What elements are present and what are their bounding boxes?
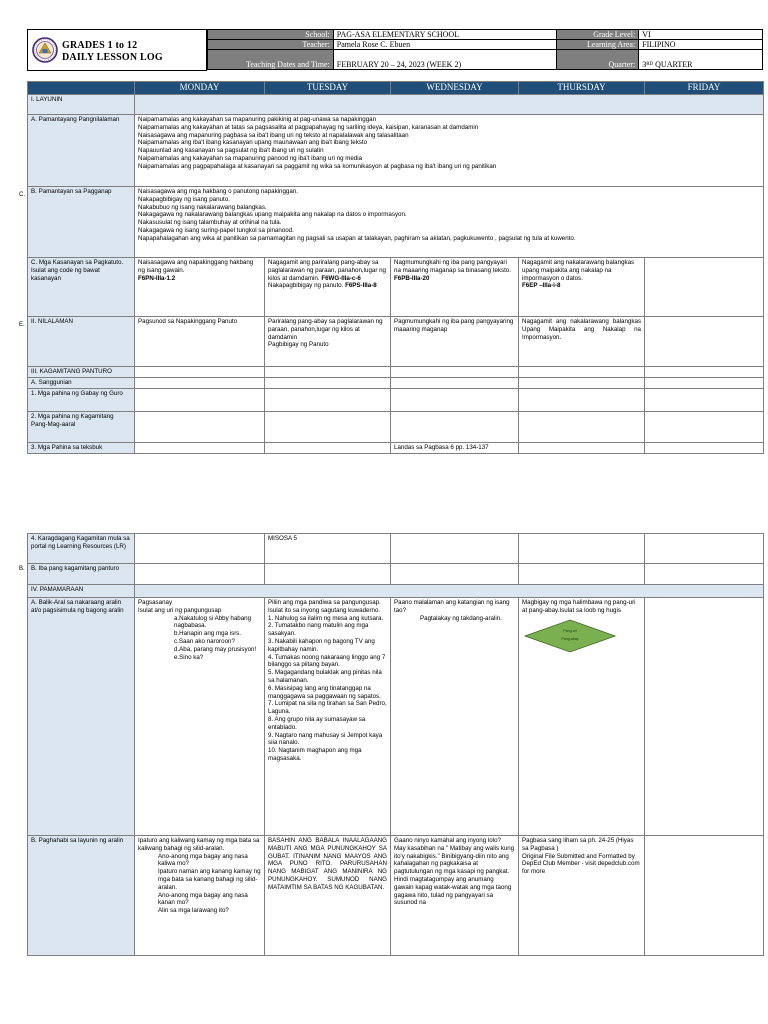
content-line: Naipamamalas ang kakayahan at tatas sa pagsasalita at pagpapahayag ng sariling ideya, kaisipan, karanasan at damdamin xyxy=(138,123,479,131)
nilalaman-wednesday: Pagmumungkahi ng iba pang pangyayaring maaaring maganap xyxy=(391,317,519,367)
learning-area-value: FILIPINO xyxy=(639,40,763,50)
content-line: Nakasusulat ng isang talambuhay at orihinal na tula. xyxy=(138,219,282,227)
nilalaman-line: Pariralang pang-abay sa paglalarawan ng xyxy=(268,318,383,325)
pamantayan-sa-pagganap-label: B. Pamantayan sa Pagganap xyxy=(28,187,135,258)
lr-portal-row xyxy=(28,534,764,564)
dll-table-page-1 xyxy=(27,81,764,454)
kasanayan-friday xyxy=(645,258,764,317)
diamond-label-bottom: Pang-abay xyxy=(561,636,579,641)
activity-line: Ano-anong mga bagay ang nasa kanan mo? xyxy=(158,891,248,907)
teksbuk-wednesday: Landas sa Pagbasa 6 pp. 134-137 xyxy=(391,443,519,454)
activity-line: Gaano ninyo kamahal ang inyong lolo? xyxy=(394,837,501,844)
teaching-dates-value: FEBRUARY 20 – 24, 2023 (WEEK 2) xyxy=(333,50,557,70)
competency-code: F6PB-IIIa-20 xyxy=(394,274,430,282)
competency-code: F6PS-IIIa-8 xyxy=(345,282,377,290)
activity-line: May kasabihan na " Matibay ang walis kung ito'y nakabigkis." Binibigyang-diin nito ang kahalagahan ng pagkakaisa at pagtutulungan ng mga kasapi ng pangkat. Hindi magtatagumpay ang anumang gawain kapag watak-watak ang mga taong gagawa nito, tulad ng pangyayari sa susunod na xyxy=(394,844,515,907)
nilalaman-line: paraan, panahon,lugar ng kilos at damdamin xyxy=(268,325,360,341)
content-line: Naipamamalas ang kakayahan sa mapanuring panood ng iba't ibang uri ng media xyxy=(138,154,363,162)
learning-area-label: Learning Area: xyxy=(557,40,639,50)
content-line: Napauunlad ang kasanayan sa pagsulat ng iba't ibang uri ng sulatin xyxy=(138,147,324,155)
exercise-item: 2. Tumatakbo nang matulin ang mga sasakyan. xyxy=(268,622,369,638)
day-monday: MONDAY xyxy=(135,82,265,95)
title-line-2: DAILY LESSON LOG xyxy=(62,52,163,63)
exercise-item: 8. Ang grupo nila ay sumasayaw sa entablado. xyxy=(268,715,366,731)
kasanayan-text: Nakapagbibigay ng panuto. xyxy=(268,282,344,290)
kasanayan-row xyxy=(28,258,764,317)
content-line: Nakabubuo ng isang nakalarawang balangkas. xyxy=(138,203,267,211)
grade-level-value: VI xyxy=(639,30,763,40)
teacher-label: Teacher: xyxy=(208,40,334,50)
row-marker-c: C. xyxy=(19,192,25,198)
activity-line: Ipaturo ang kaliwang kamay ng mga bata sa kaliwang bahagi ng silid-aralan. xyxy=(138,837,260,852)
layunin-heading: I. LAYUNIN xyxy=(28,95,135,115)
kagamitang-mag-aaral-label: 2. Mga pahina ng Kagamitang Pang-Mag-aaral xyxy=(28,412,135,443)
exercise-item: 10. Nagtanim maghapon ang mga magsasaka. xyxy=(268,747,362,762)
motivation-question: Paano malalaman ang katangian ng isang tao? xyxy=(394,599,510,614)
content-line: Napapahalagahan ang wika at panitikan sa pamamagitan ng pagsali sa usapan at talakayan, paghiram sa aklatan, pagkukuwento , pagsulat ng tula at kuwento. xyxy=(138,234,576,242)
pamantayang-pangnilalaman-content xyxy=(135,115,764,187)
paghahabi-wednesday xyxy=(391,836,519,956)
kagamitang-panturo-row xyxy=(28,367,764,378)
balik-aral-monday xyxy=(135,598,265,836)
teacher-value: Pamela Rose C. Ebuen xyxy=(333,40,557,50)
homework-review: Pagtalakay ng takdang-aralin. xyxy=(420,614,502,622)
organizer-instruction: Magbigay ng mga halimbawa ng pang-uri at pang-abay.Isulat sa loob ng hugis xyxy=(522,599,636,614)
balik-aral-friday xyxy=(645,598,764,836)
school-value: PAG-ASA ELEMENTARY SCHOOL xyxy=(333,30,557,40)
day-wednesday: WEDNESDAY xyxy=(391,82,519,95)
sanggunian-row xyxy=(28,378,764,389)
paghahabi-tuesday: BASAHIN ANG BABALA INAALAGAANG MABUTI ANG MGA PUNUNGKAHOY SA GUBAT. ITINANIM NANG MAAYOS ANG MGA PUNO RITO. PARURUSAHAN NANG MABIGAT ANG MANINIRA NG PUNUNGKAHOY. SUMUNOD NANG MATAIMTIM SA BATAS NG KAGUBATAN. xyxy=(265,836,391,956)
exercise-item: 6. Masisipag lang ang tinatanggap na manggagawa sa paggawaan ng sapatos. xyxy=(268,684,381,700)
grade-level-label: Grade Level: xyxy=(557,30,639,40)
lr-portal-tuesday: MISOSA 5 xyxy=(265,534,391,564)
file-credit: Original File Submitted and Formatted by DepEd Club Member - visit depedclub.com for more xyxy=(522,852,640,876)
competency-code: F6PN-IIIa-1.2 xyxy=(138,274,176,282)
pamamaraan-band xyxy=(135,585,764,598)
kagamitang-panturo-label: III. KAGAMITANG PANTURO xyxy=(28,367,135,378)
corner-cell xyxy=(28,82,135,95)
content-line: Nakapagbibigay ng isang panuto. xyxy=(138,195,230,203)
paghahabi-monday xyxy=(135,836,265,956)
paghahabi-row xyxy=(28,836,764,956)
activity-line: Alin sa mga larawang ito? xyxy=(158,907,229,915)
pamantayang-pangnilalaman-label: A. Pamantayang Pangnilalaman xyxy=(28,115,135,187)
balik-aral-thursday xyxy=(519,598,645,836)
content-line: Naipamamalas ang iba't ibang kasanayan upang maunawaan ang iba't ibang teksto xyxy=(138,139,368,147)
nilalaman-label: II. NILALAMAN xyxy=(28,317,135,367)
kasanayan-tuesday xyxy=(265,258,391,317)
kasanayan-monday xyxy=(135,258,265,317)
pamamaraan-heading: IV. PAMAMARAAN xyxy=(28,585,135,598)
dll-header xyxy=(27,29,763,71)
lr-portal-label: 4. Karagdagang Kagamitan mula sa portal ng Learning Resources (LR) xyxy=(28,534,135,564)
deped-seal-icon xyxy=(32,33,58,67)
balik-aral-wednesday xyxy=(391,598,519,836)
row-marker-b: B. xyxy=(19,566,25,572)
nilalaman-monday: Pagsunod sa Napakinggang Panuto xyxy=(135,317,265,367)
pamantayan-sa-pagganap-row xyxy=(28,187,764,258)
quarter-word: QUARTER xyxy=(653,60,693,69)
exercise-item: 3. Nakabili kahapon ng bagong TV ang kapitbahay namin. xyxy=(268,637,375,653)
kasanayan-text: Naisasagawa ang napakinggang hakbang ng isang gawain. xyxy=(138,259,254,274)
paghahabi-friday xyxy=(645,836,764,956)
paghahabi-thursday xyxy=(519,836,645,956)
drill-item: d.Aba, parang may prusisyon! xyxy=(174,645,257,653)
day-header-row xyxy=(28,82,764,95)
quarter-label: Quarter: xyxy=(557,50,639,70)
drill-item: b.Hanapin ang mga isrs. xyxy=(174,630,242,638)
drill-item: e.Sino ka? xyxy=(174,653,204,661)
exercise-item: 9. Nagtaro nang mahusay si Jempot kaya siia nanalo. xyxy=(268,731,383,747)
exercise-item: 5. Magagandang bulaklak ang pinitas nila sa halamanan. xyxy=(268,669,382,684)
balik-aral-label: A. Balik-Aral sa nakaraang aralin at/o pagsisimula ng bagong aralin xyxy=(28,598,135,836)
kasanayan-label: C. Mga Kasanayan sa Pagkatuto. Isulat ang code ng bawat kasanayan xyxy=(28,258,135,317)
balik-aral-row xyxy=(28,598,764,836)
teksbuk-row xyxy=(28,443,764,454)
sanggunian-label: A. Sanggunian xyxy=(28,378,135,389)
content-line: Nakagagawa ng nakalarawang balangkas upang maipakita ang nakalap na datos o impormasyon. xyxy=(138,211,407,219)
content-line: Naipamamalas ang kakayahan sa mapanuring pakikinig at pag-unawa sa napakinggan xyxy=(138,116,377,123)
nilalaman-tuesday xyxy=(265,317,391,367)
row-marker-e: E. xyxy=(19,322,25,328)
nilalaman-line: Pagbibigay ng Panuto xyxy=(268,341,329,349)
gabay-guro-label: 1. Mga pahina ng Gabay ng Guro xyxy=(28,389,135,412)
graphic-organizer-diamond xyxy=(524,619,616,653)
iba-pang-kagamitan-row xyxy=(28,564,764,585)
pamantayang-pangnilalaman-row xyxy=(28,115,764,187)
kagamitang-mag-aaral-row xyxy=(28,412,764,443)
competency-code: F6WG-IIIa-c-6 xyxy=(321,274,361,282)
exercise-item: 4. Tumakas noong nakaraang linggo ang 7 bilanggo sa piitang bayan. xyxy=(268,653,386,669)
nilalaman-thursday: Nagagamit ang nakalarawang balangkas Upang Maipakita ang Nakalap na Impormasyon. xyxy=(519,317,645,367)
content-line: Naisasagawa ang mga hakbang o panutong napakinggan. xyxy=(138,188,298,195)
layunin-row xyxy=(28,95,764,115)
title-line-1: GRADES 1 to 12 xyxy=(62,40,138,51)
drill-title: Pagsasanay xyxy=(138,599,173,606)
nilalaman-row xyxy=(28,317,764,367)
day-thursday: THURSDAY xyxy=(519,82,645,95)
quarter-value xyxy=(639,50,763,70)
teaching-dates-label: Teaching Dates and Time: xyxy=(208,50,334,70)
activity-line: Ipaturo naman ang kanang kamay ng mga bata sa kanang bahagi ng silid-aralan. xyxy=(158,868,261,891)
dll-table-page-2 xyxy=(27,533,764,956)
paghahabi-label: B. Paghahabi sa layunin ng aralin xyxy=(28,836,135,956)
activity-line: Ano-anong mga bagay ang nasa kaliwa mo? xyxy=(158,852,248,868)
quarter-suffix: RD xyxy=(646,62,654,67)
pamantayan-sa-pagganap-content xyxy=(135,187,764,258)
day-friday: FRIDAY xyxy=(645,82,764,95)
kasanayan-text: Nagagamit ang pariralang pang-abay sa paglalarawan ng paraan, panahon,lugar ng kilos at damdamin. xyxy=(268,259,387,282)
content-line: Naisasagawa ang mapanuring pagbasa sa iba't ibang uri ng teksto at napalalawak ang talasalitaan xyxy=(138,131,409,139)
kasanayan-text: Nagagamit ang nakalarawang balangkas upang maipakita ang nakalap na impormasyon o datos. xyxy=(522,259,635,282)
exercise-item: 7. Lumipat na sila ng tirahan sa San Pedro, Laguna. xyxy=(268,700,387,716)
gabay-guro-row xyxy=(28,389,764,412)
content-line: Nakagagawa ng isang suring-papel tungkol sa pinanood. xyxy=(138,226,294,234)
drill-item: a.Nakatulog si Abby habang nagbabasa. xyxy=(174,614,252,630)
iba-pang-kagamitan-label: B. Iba pang kagamitang panturo xyxy=(28,564,135,585)
drill-instruction: Isulat ang uri ng pangungusap xyxy=(138,606,222,614)
header-info-table xyxy=(207,29,763,70)
school-label: School: xyxy=(208,30,334,40)
day-tuesday: TUESDAY xyxy=(265,82,391,95)
activity-line: Pagbasa sang liham sa ph. 24-25 (Hiyas sa Pagbasa ) xyxy=(522,837,634,852)
dll-title xyxy=(62,40,163,64)
content-line: Naipamamalas ang pagpapahalaga at kasanayan sa paggamit ng wika sa komunikasyon at pagbasa ng iba't ibang uri ng panitikan xyxy=(138,162,497,170)
drill-item: c.Saan ako naroroon? xyxy=(174,637,235,645)
nilalaman-friday xyxy=(645,317,764,367)
layunin-band xyxy=(135,95,764,115)
balik-aral-tuesday xyxy=(265,598,391,836)
competency-code: F6EP –IIIa-i-8 xyxy=(522,282,561,290)
kasanayan-text: Nagmumungkahi ng iba pang pangyayari na maaaring maganap sa binasang teksto. xyxy=(394,259,511,274)
teksbuk-label: 3. Mga Pahina sa teksbuk xyxy=(28,443,135,454)
kasanayan-wednesday xyxy=(391,258,519,317)
quarter-number: 3 xyxy=(642,60,647,69)
logo-title-box xyxy=(27,29,207,71)
kasanayan-thursday xyxy=(519,258,645,317)
pamamaraan-row xyxy=(28,585,764,598)
exercise-item: 1. Nahulog sa ilalim ng mesa ang kutsara. xyxy=(268,614,384,622)
diamond-shape-icon xyxy=(524,619,616,653)
exercise-instruction: Piliin ang mga pandiwa sa pangungusap. Isulat ito sa inyong sagutang kuwaderno. xyxy=(268,599,381,614)
diamond-label-top: Pang-uri xyxy=(563,628,577,633)
